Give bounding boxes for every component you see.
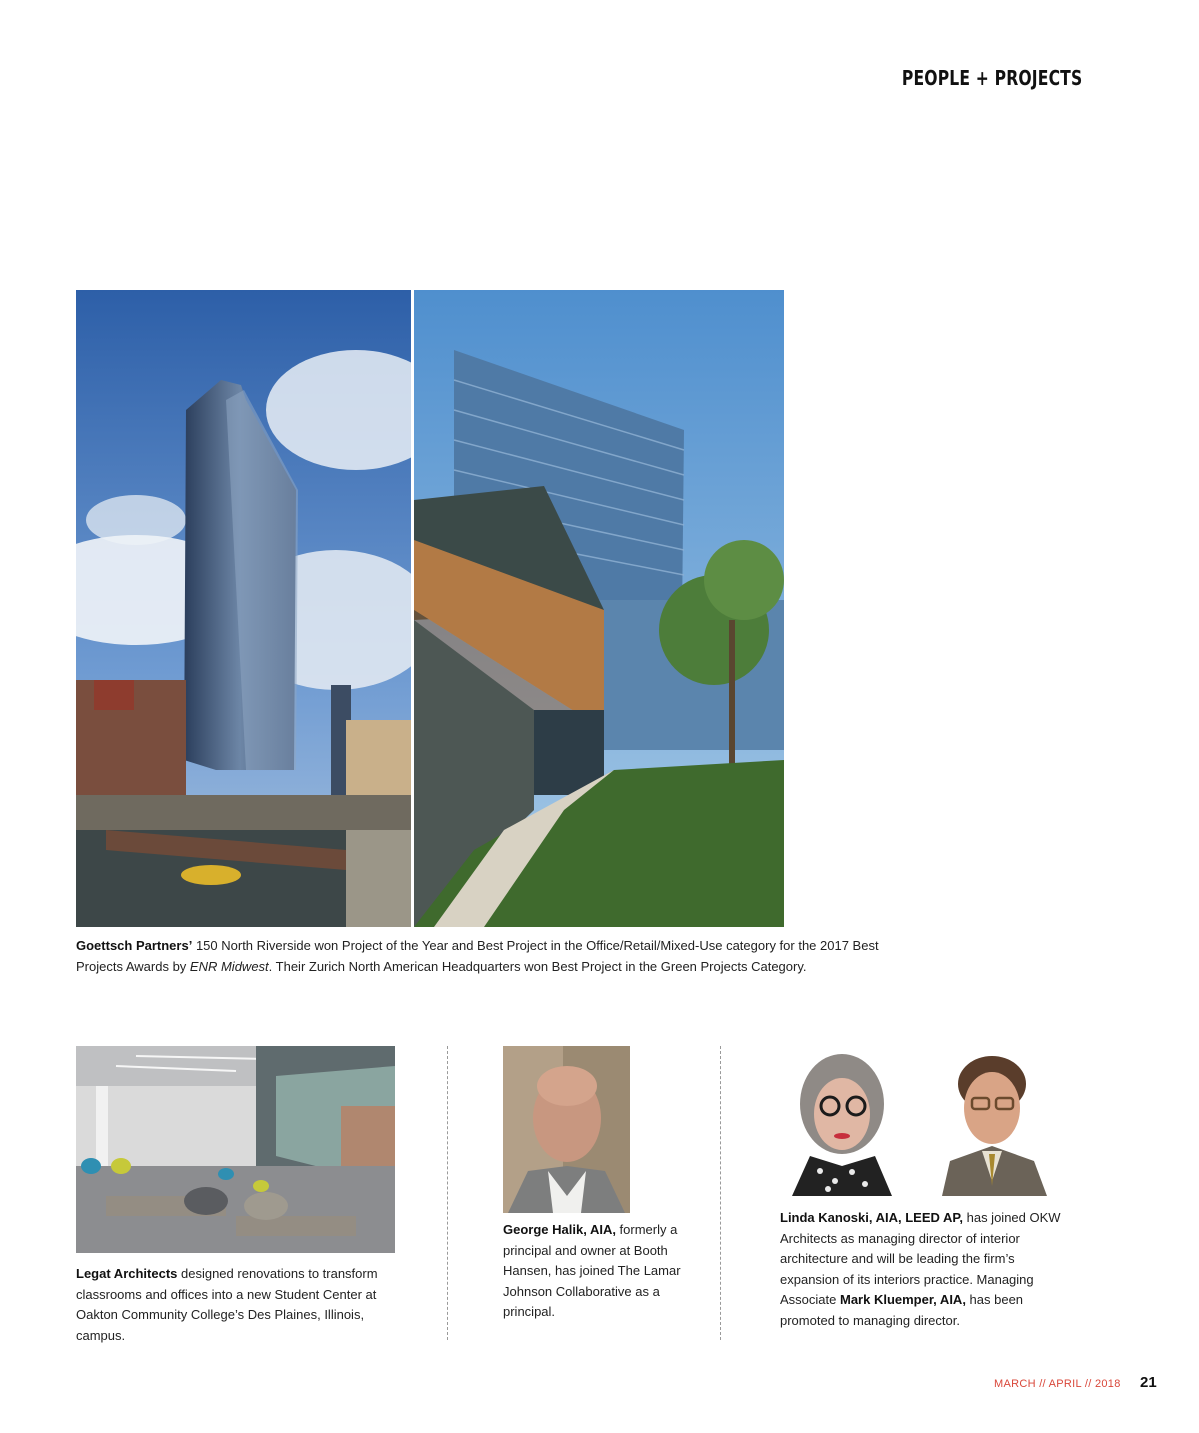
portrait-photo: [780, 1046, 907, 1196]
student-center-interior-photo: [76, 1046, 395, 1253]
item-legat-name: Legat Architects: [76, 1266, 178, 1281]
item-okw-text-2: has been promoted to managing director.: [780, 1292, 1024, 1328]
portrait-photo: [503, 1046, 630, 1213]
caption-text-1: 150 North Riverside won Project of the Year and Best Project in the Office/Retail/Mixed-Use category for the 2017 Best Projects Awards by: [76, 938, 879, 974]
page-number: 21: [1140, 1374, 1157, 1391]
item-halik-caption: [503, 1220, 688, 1323]
green-roof-building-photo: [414, 290, 784, 927]
item-legat-caption: [76, 1264, 406, 1346]
portrait-photo: [942, 1046, 1047, 1196]
item-halik-text: formerly a principal and owner at Booth Hansen, has joined The Lamar Johnson Collaborative as a principal.: [503, 1222, 681, 1319]
tower-river-photo: [76, 290, 411, 927]
caption-firm: Goettsch Partners’: [76, 938, 193, 953]
item-okw-text: has joined OKW Architects as managing director of interior architecture and will be leading the firm’s expansion of its interiors practice. Managing Associate: [780, 1210, 1061, 1307]
feature-caption: [76, 936, 886, 977]
column-divider: [447, 1046, 448, 1340]
item-okw-caption: [780, 1208, 1065, 1331]
section-heading: PEOPLE + PROJECTS: [901, 66, 1082, 90]
issue-date: MARCH // APRIL // 2018: [994, 1378, 1121, 1390]
item-halik-name: George Halik, AIA,: [503, 1222, 616, 1237]
item-okw-name-2: Mark Kluemper, AIA,: [839, 1292, 966, 1307]
caption-text-2: . Their Zurich North American Headquarters won Best Project in the Green Projects Category.: [268, 958, 807, 974]
item-okw-name: Linda Kanoski, AIA, LEED AP,: [780, 1210, 963, 1225]
caption-publication: ENR Midwest: [189, 958, 269, 974]
item-legat-text: designed renovations to transform classrooms and offices into a new Student Center at Oakton Community College’s Des Plaines, Illinois, campus.: [76, 1266, 378, 1343]
column-divider: [720, 1046, 721, 1340]
